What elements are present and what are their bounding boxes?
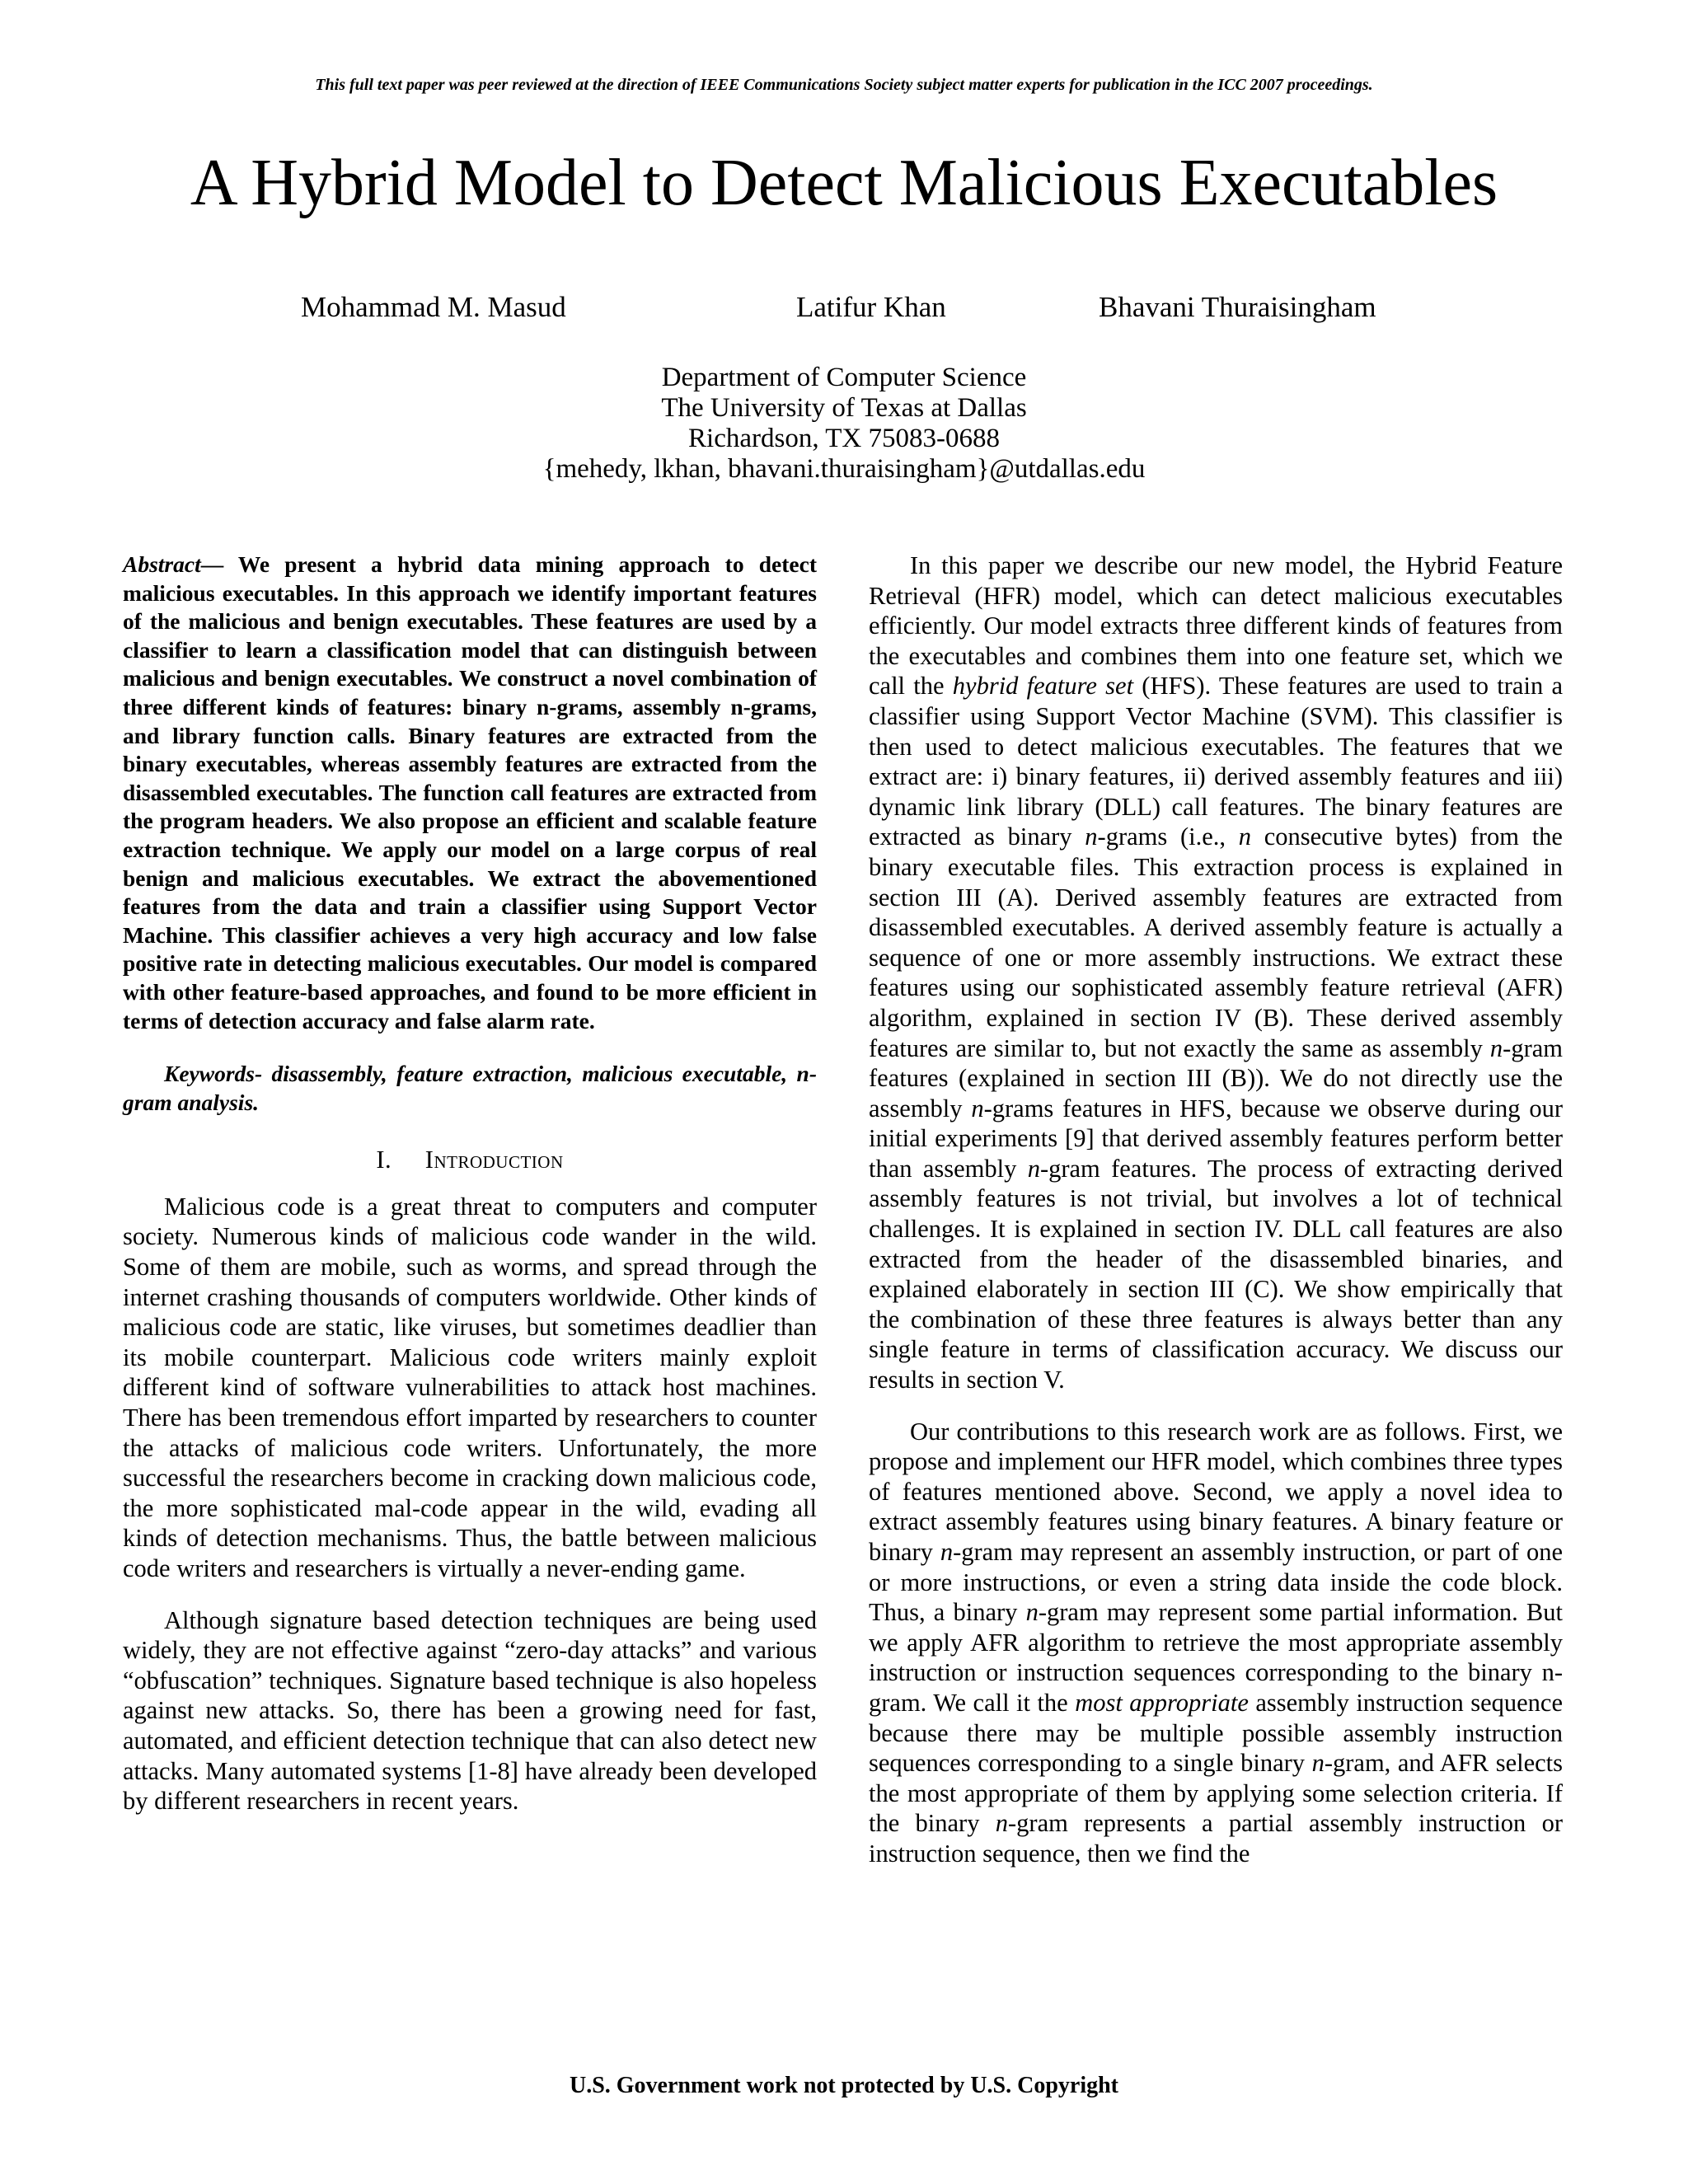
right-column <box>869 551 1563 1869</box>
text-run: -gram, and AFR selects the most appropriate of them by applying some selection criteria. If the binary <box>869 1749 1563 1838</box>
right-paragraph-2 <box>869 1417 1563 1869</box>
text-run: -gram may represent an assembly instruction, or part of one or more instructions, or even a string data inside the code block. Thus, a binary <box>869 1538 1563 1627</box>
paper-title: A Hybrid Model to Detect Malicious Executables <box>190 147 1498 219</box>
math-n: n <box>1027 1154 1040 1183</box>
text-run: assembly instruction sequence because there may be multiple possible assembly instruction sequences corresponding to a single binary <box>869 1688 1564 1778</box>
math-n: n <box>971 1094 984 1122</box>
abstract-label: Abstract <box>123 551 201 577</box>
affiliation-dept: Department of Computer Science <box>661 363 1027 392</box>
math-n: n <box>995 1809 1008 1838</box>
section-number: I. <box>376 1146 392 1174</box>
affiliation-email: {mehedy, lkhan, bhavani.thuraisingham}@utdallas.edu <box>542 454 1146 484</box>
left-column <box>123 551 817 1816</box>
section-title: Introduction <box>424 1146 564 1174</box>
math-n: n <box>1085 823 1098 851</box>
keywords: Keywords- disassembly, feature extraction, malicious executable, n-gram analysis. <box>123 1061 817 1115</box>
math-n: n <box>940 1538 954 1566</box>
abstract <box>123 551 817 1035</box>
intro-paragraph-2: Although signature based detection techniques are being used widely, they are not effective against “zero-day attacks” and various “obfuscation” techniques. Signature based technique is also hopeless against new attacks. So, there has been a growing need for fast, automated, and efficient detection technique that can also detect new attacks. Many automated systems [1-8] have already been developed by different researchers in recent years. <box>123 1605 817 1816</box>
section-heading-introduction <box>123 1145 817 1175</box>
emphasis-hfs: hybrid feature set <box>952 672 1134 701</box>
math-n: n <box>1489 1033 1503 1062</box>
abstract-text: We present a hybrid data mining approach to detect malicious executables. In this approach we identify important features of the malicious and benign executables. These features are used by a classifier to learn a classification model that can distinguish between malicious and benign executables. We construct a novel combination of three different kinds of features: binary n-grams, assembly n-grams, and library function calls. Binary features are extracted from the binary executables, whereas assembly features are extracted from the disassembled executables. The function call features are extracted from the program headers. We also propose an efficient and scalable feature extraction technique. We apply our model on a large corpus of real benign and malicious executables. We extract the abovementioned features from the data and train a classifier using Support Vector Machine. This classifier achieves a very high accuracy and low false positive rate in detecting malicious executables. Our model is compared with other feature-based approaches, and found to be more efficient in terms of detection accuracy and false alarm rate. <box>123 551 817 1033</box>
text-run: -gram represents a partial assembly instruction or instruction sequence, then we find the <box>869 1809 1563 1868</box>
text-run: -gram may represent some partial information. But we apply AFR algorithm to retrieve the most appropriate assembly instruction or instruction sequences corresponding to the binary n-gram. We call it the <box>869 1598 1563 1717</box>
affiliation-address: Richardson, TX 75083-0688 <box>688 424 1000 453</box>
author-3: Bhavani Thuraisingham <box>1099 291 1376 323</box>
text-run: -grams features in HFS, because we observe during our initial experiments [9] that derived assembly features perform better than assembly <box>869 1094 1564 1183</box>
conference-notice: This full text paper was peer reviewed at the direction of IEEE Communications Society subject matter experts for publication in the ICC 2007 proceedings. <box>315 76 1373 94</box>
text-run: -gram features. The process of extracting derived assembly features is not trivial, but involves a lot of technical challenges. It is explained in section IV. DLL call features are also extracted from the header of the disassembled binaries, and explained elaborately in section III (C). We show empirically that the combination of these three features is always better than any single feature in terms of classification accuracy. We discuss our results in section V. <box>869 1154 1564 1394</box>
math-n: n <box>1311 1749 1325 1778</box>
text-run: Our contributions to this research work are as follows. First, we propose and implement our HFR model, which combines three types of features mentioned above. Second, we apply a novel idea to extract assembly features using binary features. A binary feature or binary <box>869 1417 1563 1566</box>
emphasis-most-appropriate: most appropriate <box>1075 1688 1249 1717</box>
text-run: (HFS). These features are used to train a classifier using Support Vector Machine (SVM). This classifier is then used to detect malicious executables. The features that we extract are: i) binary features, ii) derived assembly features and iii) dynamic link library (DLL) call features. The binary features are extracted as binary <box>869 672 1563 851</box>
math-n: n <box>1025 1598 1039 1627</box>
right-paragraph-1 <box>869 551 1563 1395</box>
affiliation-block <box>0 363 1688 485</box>
author-2: Latifur Khan <box>796 291 946 323</box>
author-1: Mohammad M. Masud <box>301 291 566 323</box>
affiliation-university: The University of Texas at Dallas <box>661 393 1027 423</box>
text-run: -grams (i.e., <box>1097 823 1239 851</box>
abstract-dash: — <box>200 551 224 577</box>
copyright-footer: U.S. Government work not protected by U.S. Copyright <box>569 2073 1119 2098</box>
text-run: -gram features (explained in section III (B)). We do not directly use the assembly <box>869 1033 1563 1122</box>
text-run: consecutive bytes) from the binary executable files. This extraction process is explained in section III (A). Derived assembly features are extracted from disassembled executables. A derived assembly feature is actually a sequence of one or more assembly instructions. We extract these features using our sophisticated assembly feature retrieval (AFR) algorithm, explained in section IV (B). These derived assembly features are similar to, but not exactly the same as assembly <box>869 823 1563 1062</box>
text-run: In this paper we describe our new model, the Hybrid Feature Retrieval (HFR) model, which can detect malicious executables efficiently. Our model extracts three different kinds of features from the executables and combines them into one feature set, which we call the <box>869 551 1563 701</box>
math-n: n <box>1238 823 1251 851</box>
intro-paragraph-1: Malicious code is a great threat to computers and computer society. Numerous kinds of malicious code wander in the wild. Some of them are mobile, such as worms, and spread through the internet crashing thousands of computers worldwide. Other kinds of malicious code are static, like viruses, but sometimes deadlier than its mobile counterpart. Malicious code writers mainly exploit different kind of software vulnerabilities to attack host machines. There has been tremendous effort imparted by researchers to counter the attacks of malicious code writers. Unfortunately, the more successful the researchers become in cracking down malicious code, the more sophisticated mal-code appear in the wild, evading all kinds of detection mechanisms. Thus, the battle between malicious code writers and researchers is virtually a never-ending game. <box>123 1192 817 1582</box>
